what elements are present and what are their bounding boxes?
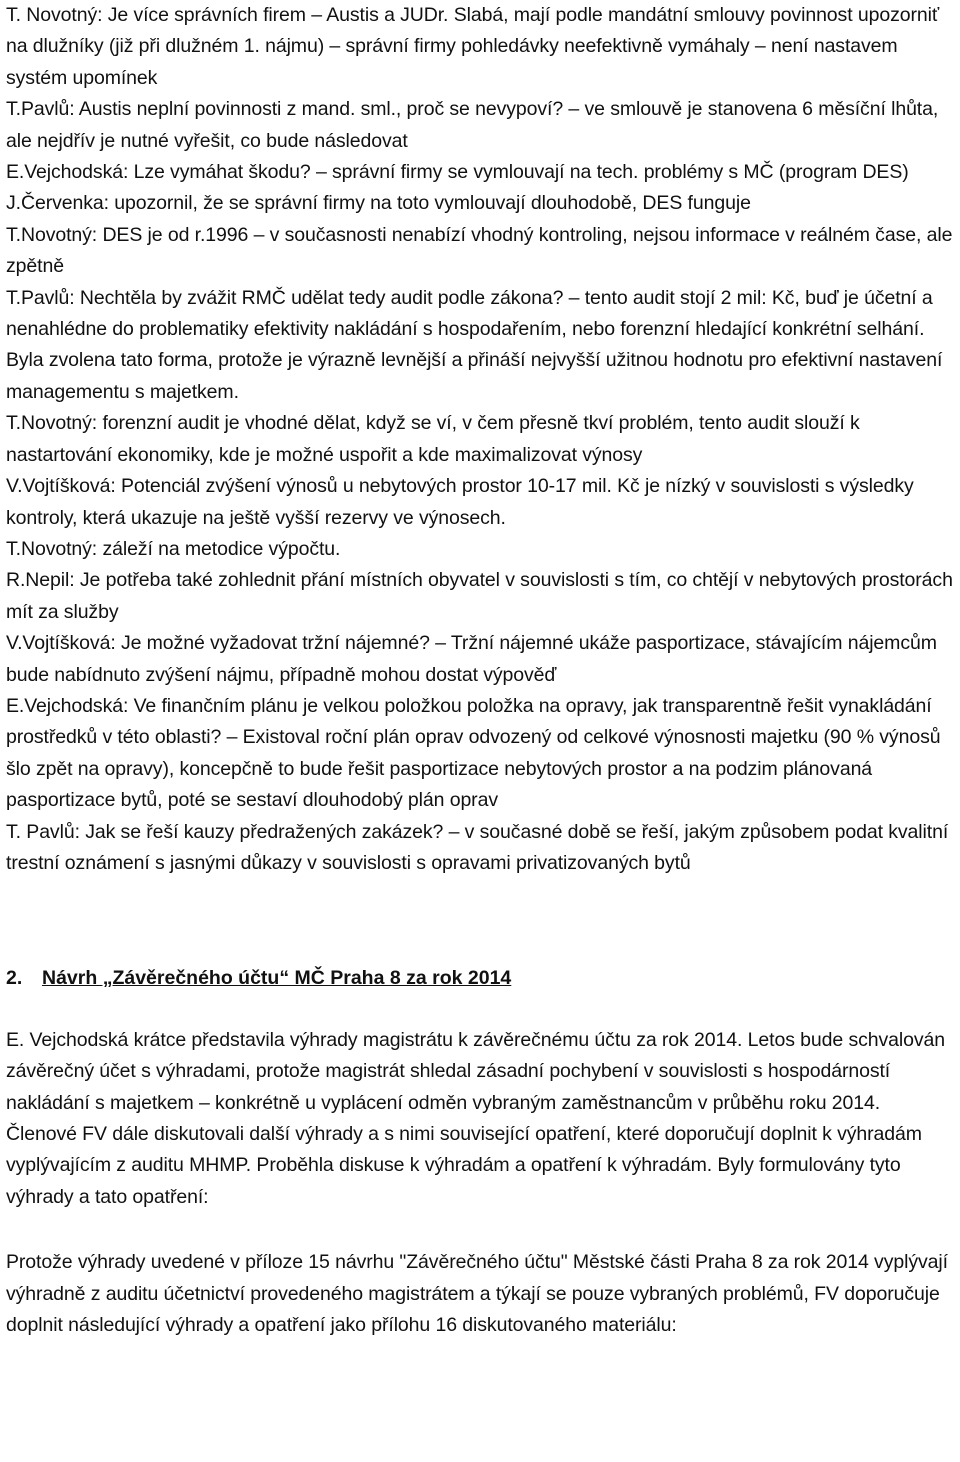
spacer [6,995,956,1025]
discussion-item: T.Pavlů: Nechtěla by zvážit RMČ udělat tedy audit podle zákona? – tento audit stojí 2 mil: Kč, buď je účetní a nenahlédne do problematiky efektivity nakládání s hospodařením, nebo forenzní hledající konkrétní selhání. Byla zvolena tato forma, protože je výrazně levnější a přináší nejvyšší užitnou hodnotu pro efektivní nastavení managementu s majetkem. [6,286,943,403]
discussion-item: E.Vejchodská: Lze vymáhat škodu? – správní firmy se vymlouvají na tech. problémy s MČ (program DES) [6,161,909,184]
discussion-item: T.Novotný: forenzní audit je vhodné dělat, když se ví, v čem přesně tkví problém, tento audit slouží k nastartování ekonomiky, kde je možné uspořit a kde maximalizovat výnosy [6,412,860,466]
section-number: 2. [6,967,23,990]
body-paragraph: E. Vejchodská krátce představila výhrady magistrátu k závěrečnému účtu za rok 2014. Letos bude schvalován závěrečný účet s výhradami, protože magistrát shledal zásadní pochybení v souvislosti s hospodárností nakládání s majetkem – konkrétně u vyplácení odměn vybraným zaměstnancům v průběhu roku 2014. Členové FV dále diskutovali další výhrady a s nimi související opatření, které doporučují doplnit k výhradám vyplývajícím z auditu MHMP. Proběhla diskuse k výhradám a opatření k výhradám. Byly formulovány tyto výhrady a tato opatření: [6,1028,946,1208]
section-heading [6,963,956,994]
discussion-item: V.Vojtíšková: Je možné vyžadovat tržní nájemné? – Tržní nájemné ukáže pasportizace, stávajícím nájemcům bude nabídnuto zvýšení nájmu, případně mohou dostat výpověď [6,632,937,686]
discussion-block [6,0,956,879]
discussion-item: T. Novotný: Je více správních firem – Austis a JUDr. Slabá, mají podle mandátní smlouvy povinnost upozorniť na dlužníky (již při dlužném 1. nájmu) – správní firmy pohledávky neefektivně vymáhaly – není nastavem systém upomínek [6,4,940,89]
body-paragraph: Protože výhrady uvedené v příloze 15 návrhu "Závěrečného účtu" Městské části Praha 8 za rok 2014 vyplývají výhradně z auditu účetnictví provedeného magistrátem a týkají se pouze vybraných problémů, FV doporučuje doplnit následující výhrady a opatření jako přílohu 16 diskutovaného materiálu: [6,1251,948,1337]
discussion-item: T. Pavlů: Jak se řeší kauzy předražených zakázek? – v současné době se řeší, jakým způsobem podat kvalitní trestní oznámení s jasnými důkazy v souvislosti s opravami privatizovaných bytů [6,820,949,874]
document-page [6,0,956,1341]
discussion-item: V.Vojtíšková: Potenciál zvýšení výnosů u nebytových prostor 10-17 mil. Kč je nízký v souvislosti s výsledky kontroly, která ukazuje na ještě vyšší rezervy ve výnosech. [6,475,914,529]
discussion-item: E.Vejchodská: Ve finančním plánu je velkou položkou položka na opravy, jak transparentně řešit vynakládání prostředků v této oblasti? – Existoval roční plán oprav odvozený od celkové výnosnosti majetku (90 % výnosů šlo zpět na opravy), koncepčně to bude řešit pasportizace nebytových prostor a na podzim plánovaná pasportizace bytů, poté se sestaví dlouhodobý plán oprav [6,694,941,812]
discussion-item: R.Nepil: Je potřeba také zohlednit přání místních obyvatel v souvislosti s tím, co chtějí v nebytových prostorách mít za služby [6,569,953,623]
discussion-item: T.Novotný: záleží na metodice výpočtu. [6,537,341,560]
spacer [6,1213,956,1247]
spacer [6,879,956,963]
discussion-item: T.Novotný: DES je od r.1996 – v současnosti nenabízí vhodný kontroling, nejsou informace v reálném čase, ale zpětně [6,223,953,278]
discussion-item: T.Pavlů: Austis neplní povinnosti z mand. sml., proč se nevypoví? – ve smlouvě je stanovena 6 měsíční lhůta, ale nejdřív je nutné vyřešit, co bude následovat [6,98,939,152]
discussion-item: J.Červenka: upozornil, že se správní firmy na toto vymlouvají dlouhodobě, DES funguje [6,192,751,215]
section-title: Návrh „Závěrečného účtu“ MČ Praha 8 za rok 2014 [42,967,512,990]
